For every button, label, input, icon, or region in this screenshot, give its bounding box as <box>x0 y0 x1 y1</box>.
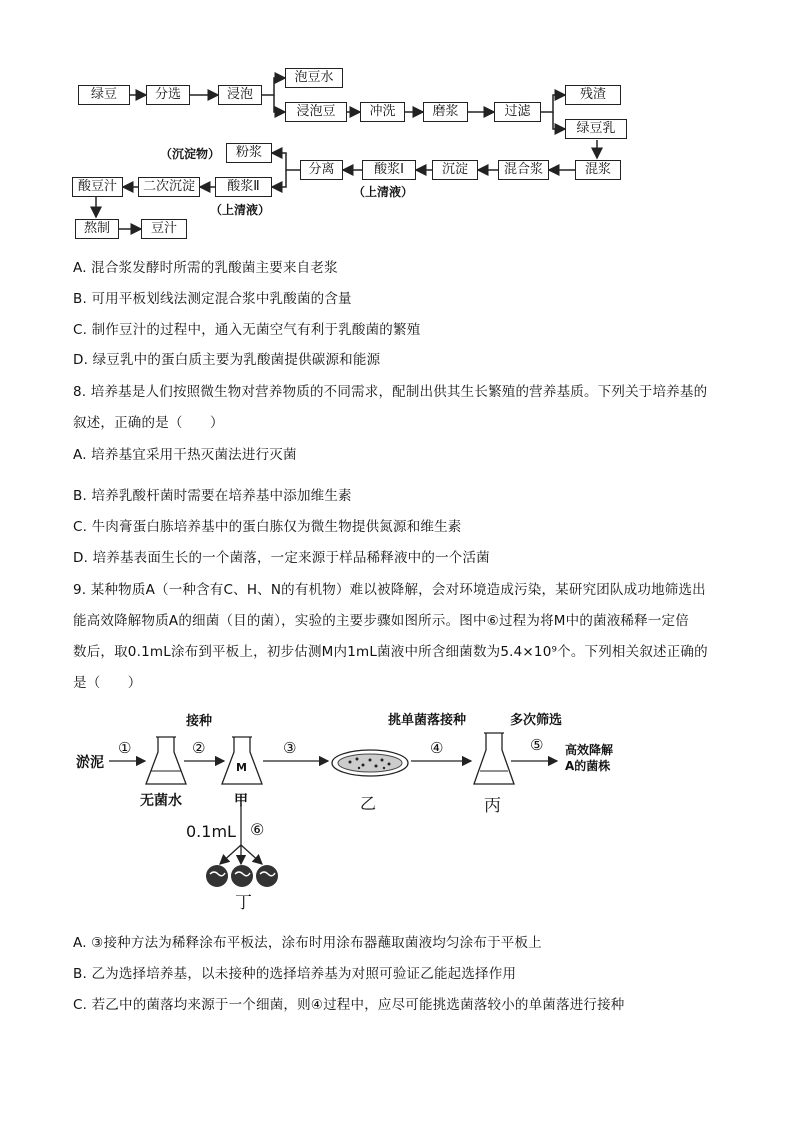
flow-label-chendianwu: （沉淀物） <box>160 147 221 161</box>
flow-node-mojiang: 磨浆 <box>423 102 468 122</box>
exp-result-line2: A的菌株 <box>565 759 611 773</box>
exp-label-vol: 0.1mL <box>186 822 236 841</box>
exp-step-5: ⑤ <box>530 736 544 754</box>
flow-label-shangqingye-2: （上清液） <box>210 203 271 217</box>
exp-label-jia: 甲 <box>234 793 248 809</box>
flow-node-jinpao: 浸泡 <box>218 85 262 105</box>
q8-option-c: C. 牛肉膏蛋白胨培养基中的蛋白胨仅为微生物提供氮源和维生素 <box>73 519 462 535</box>
exp-label-tiao: 挑单菌落接种 <box>388 713 467 728</box>
exp-result-line1: 高效降解 <box>565 743 614 757</box>
flow-node-fenjiang: 粉浆 <box>226 143 272 163</box>
flow-node-guolv: 过滤 <box>494 102 541 122</box>
q9-stem-line2: 能高效降解物质A的细菌（目的菌），实验的主要步骤如图所示。图中⑥过程为将M中的菌液稀释一定倍 <box>73 613 689 629</box>
exp-label-bing: 丙 <box>484 796 501 816</box>
flow-node-chongxi: 冲洗 <box>360 102 405 122</box>
q8-option-a: A. 培养基宜采用干热灭菌法进行灭菌 <box>73 447 297 463</box>
petri-dish-icon <box>332 750 408 776</box>
flow-node-chendian: 沉淀 <box>432 160 478 180</box>
exp-step-6: ⑥ <box>250 820 265 839</box>
q8-option-b: B. 培养乳酸杆菌时需要在培养基中添加维生素 <box>73 488 352 504</box>
flow-node-canzha: 残渣 <box>565 85 621 105</box>
q9-option-c: C. 若乙中的菌落均来源于一个细菌，则④过程中，应尽可能挑选菌落较小的单菌落进行接种 <box>73 997 625 1013</box>
exp-step-4: ④ <box>430 739 444 757</box>
flask-bing-icon <box>474 733 514 784</box>
flask-sterile-water-icon <box>146 737 186 784</box>
exp-label-jiezhong: 接种 <box>186 714 213 729</box>
flow-node-fenli: 分离 <box>300 160 343 180</box>
flow-node-hunjiang: 混浆 <box>575 160 621 180</box>
q9-option-b: B. 乙为选择培养基，以未接种的选择培养基为对照可验证乙能起选择作用 <box>73 966 517 982</box>
flow-node-fenxuan: 分选 <box>146 85 190 105</box>
exp-label-yi: 乙 <box>360 794 377 813</box>
q7-option-d: D. 绿豆乳中的蛋白质主要为乳酸菌提供碳源和能源 <box>73 352 381 368</box>
exp-step-3: ③ <box>283 739 297 757</box>
exp-label-wujunshui: 无菌水 <box>140 793 182 809</box>
q8-stem-line1: 8. 培养基是人们按照微生物对营养物质的不同需求，配制出供其生长繁殖的营养基质。下列关于培养基的 <box>73 384 708 400</box>
flow-node-aozhi: 熬制 <box>75 219 119 239</box>
flow-node-lvdou: 绿豆 <box>78 85 130 105</box>
flow-node-jinpaodou: 浸泡豆 <box>285 102 347 122</box>
flow-node-suandouzhi: 酸豆汁 <box>72 177 123 197</box>
exp-step-1: ① <box>118 739 132 757</box>
exp-label-duoci: 多次筛选 <box>510 713 563 728</box>
flow-label-shangqingye-1: （上清液） <box>353 185 414 199</box>
flow-node-paodoushui: 泡豆水 <box>285 68 343 88</box>
flow-node-ercichendian: 二次沉淀 <box>138 177 200 197</box>
q8-stem-line2: 叙述，正确的是（ ） <box>73 415 224 431</box>
q8-option-d: D. 培养基表面生长的一个菌落，一定来源于样品稀释液中的一个活菌 <box>73 550 490 566</box>
q9-stem-line3: 数后，取0.1mL涂布到平板上，初步估测M内1mL菌液中所含细菌数为5.4×10⁹个。下列相关叙述正确的 <box>73 644 708 660</box>
exp-label-yuni: 淤泥 <box>76 755 104 771</box>
flow-node-suanjiang1: 酸浆Ⅰ <box>362 160 416 180</box>
exp-label-M: M <box>236 761 247 774</box>
q9-option-a: A. ③接种方法为稀释涂布平板法，涂布时用涂布器蘸取菌液均匀涂布于平板上 <box>73 935 542 951</box>
flow-node-douzhi: 豆汁 <box>141 219 187 239</box>
q7-option-a: A. 混合浆发酵时所需的乳酸菌主要来自老浆 <box>73 260 338 276</box>
exp-step-2: ② <box>192 739 206 757</box>
q7-option-c: C. 制作豆汁的过程中，通入无菌空气有利于乳酸菌的繁殖 <box>73 322 421 338</box>
plates-ding-icon <box>206 865 278 887</box>
q7-option-b: B. 可用平板划线法测定混合浆中乳酸菌的含量 <box>73 291 352 307</box>
flow-node-suanjiang2: 酸浆Ⅱ <box>215 177 272 197</box>
exp-label-ding: 丁 <box>235 893 252 913</box>
flow-node-hunhejiang: 混合浆 <box>498 160 549 180</box>
flow-node-lvdouru: 绿豆乳 <box>565 119 627 139</box>
q9-stem-line1: 9. 某种物质A（一种含有C、H、N的有机物）难以被降解，会对环境造成污染，某研究团队成功地筛选出 <box>73 582 706 598</box>
q9-stem-line4: 是（ ） <box>73 675 142 691</box>
